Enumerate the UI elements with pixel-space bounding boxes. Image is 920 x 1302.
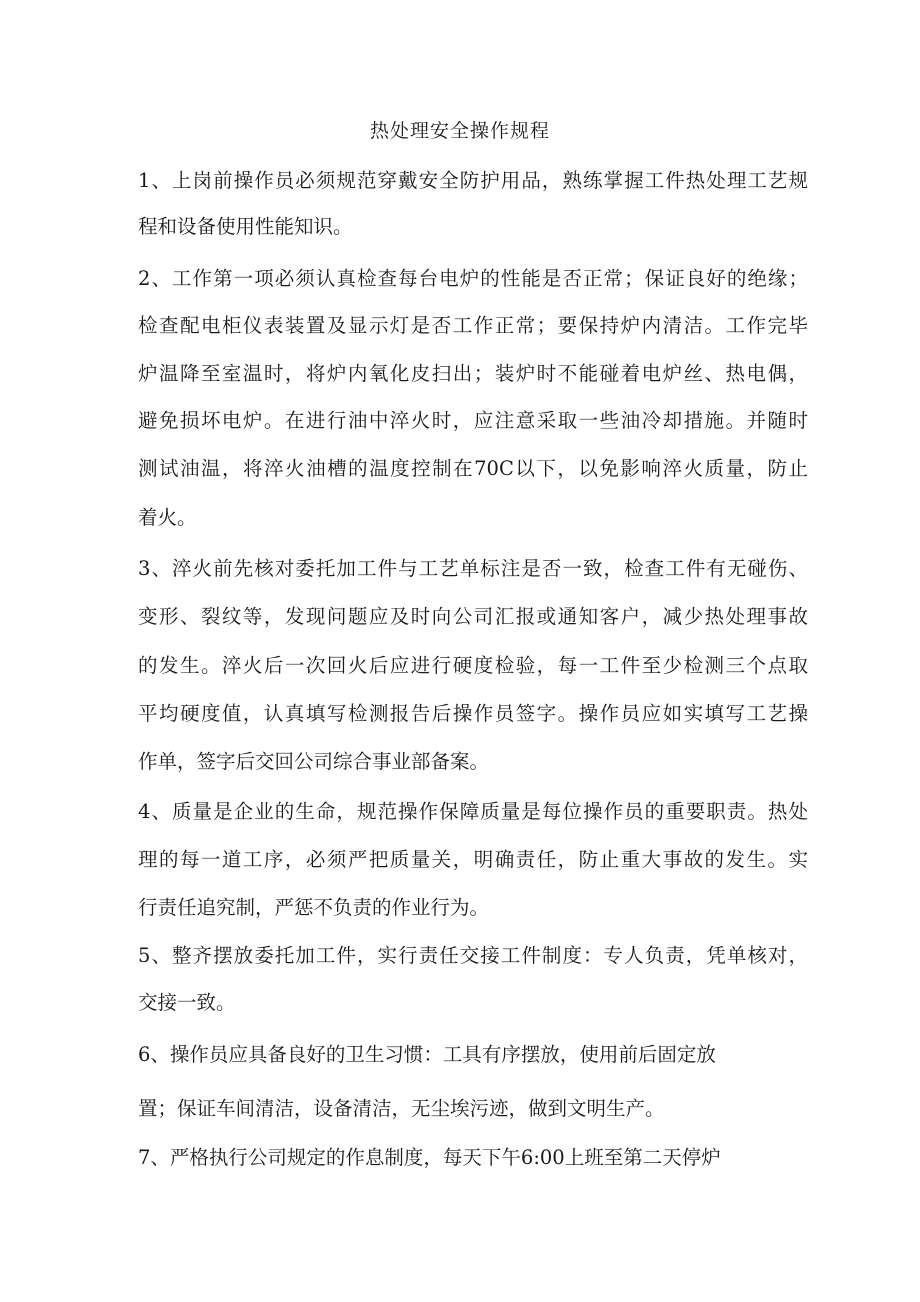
text-line: 5、整齐摆放委托加工件，实行责任交接工件制度：专人负责，凭单核对，: [138, 944, 808, 967]
text-line: 行责任追究制，严惩不负责的作业行为。: [138, 896, 490, 919]
text-line: 着火。: [138, 506, 197, 529]
text-line: 炉温降至室温时，将炉内氧化皮扫出；装炉时不能碰着电炉丝、热电偶，: [138, 362, 808, 385]
text-line: 7、严格执行公司规定的作息制度，每天下午6:00上班至第二天停炉: [138, 1146, 721, 1169]
text-line: 交接一致。: [138, 991, 236, 1014]
text-line: 避免损坏电炉。在进行油中淬火时，应注意采取一些油冷却措施。并随时: [138, 409, 808, 432]
text-line: 程和设备使用性能知识。: [138, 215, 353, 238]
text-line: 作单，签字后交回公司综合事业部备案。: [138, 750, 490, 773]
text-line: 平均硬度值，认真填写检测报告后操作员签字。操作员应如实填写工艺操: [138, 702, 808, 725]
text-line: 1、上岗前操作员必须规范穿戴安全防护用品，熟练掌握工件热处理工艺规: [138, 169, 808, 192]
text-line: 6、操作员应具备良好的卫生习惯：工具有序摆放，使用前后固定放: [138, 1043, 716, 1066]
text-line: 检查配电柜仪表装置及显示灯是否工作正常；要保持炉内清洁。工作完毕: [138, 314, 808, 337]
document-title: 热处理安全操作规程: [369, 120, 550, 142]
text-line: 理的每一道工序，必须严把质量关，明确责任，防止重大事故的发生。实: [138, 848, 808, 871]
text-line: 的发生。淬火后一次回火后应进行硬度检验，每一工件至少检测三个点取: [138, 654, 808, 677]
text-line: 置；保证车间清洁，设备清洁，无尘埃污迹，做到文明生产。: [138, 1097, 665, 1120]
text-line: 3、淬火前先核对委托加工件与工艺单标注是否一致，检查工件有无碰伤、: [138, 557, 808, 580]
text-line: 4、质量是企业的生命，规范操作保障质量是每位操作员的重要职责。热处: [138, 800, 808, 823]
text-line: 测试油温，将淬火油槽的温度控制在70C以下，以免影响淬火质量，防止: [138, 457, 808, 480]
text-line: 2、工作第一项必须认真检查每台电炉的性能是否正常；保证良好的绝缘；: [138, 267, 808, 290]
text-line: 变形、裂纹等，发现问题应及时向公司汇报或通知客户，减少热处理事故: [138, 605, 808, 628]
